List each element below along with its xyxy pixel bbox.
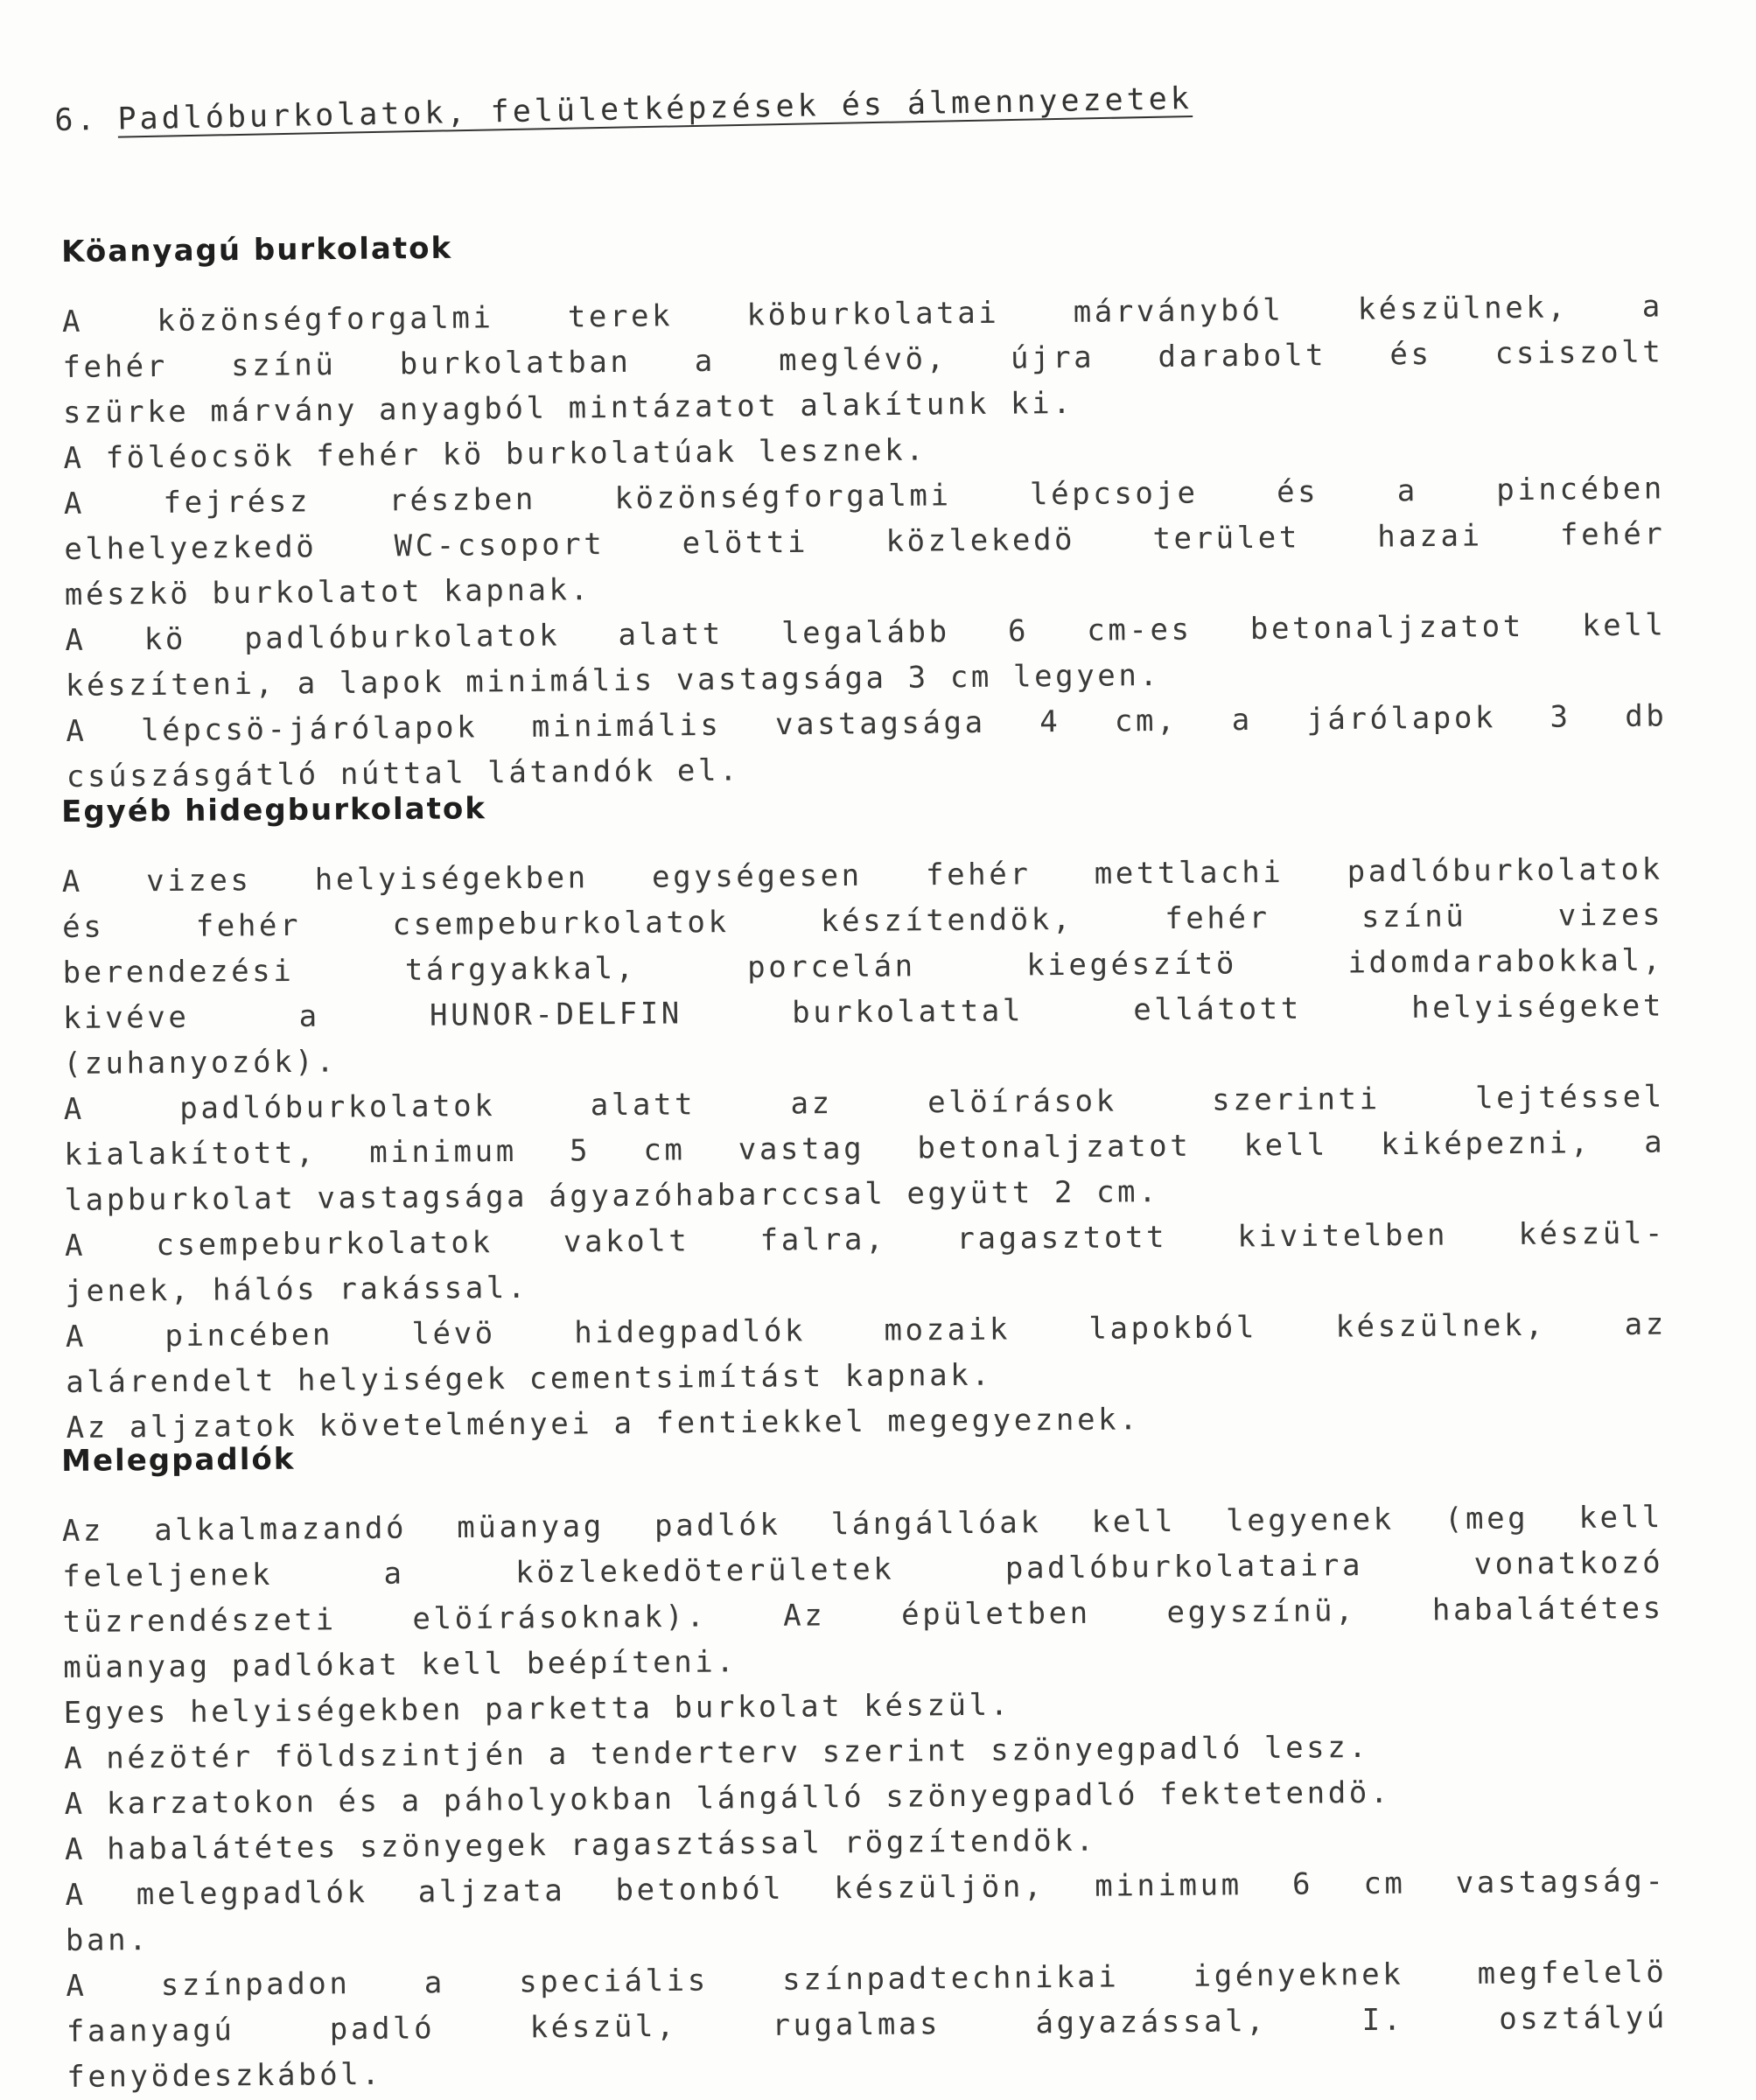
text-line: kivéve a HUNOR-DELFIN burkolattal ellátott helyiségeket: [62, 988, 1665, 1036]
section-title: Melegpadlók: [61, 1441, 296, 1479]
text-line: és fehér csempeburkolatok készítendök, fehér színü vizes: [62, 897, 1664, 945]
text-line: müanyag padlókat kell beépíteni.: [63, 1644, 738, 1685]
text-line: A föléocsök fehér kö burkolatúak lesznek.: [63, 432, 927, 476]
text-line: alárendelt helyiségek cementsimítást kapnak.: [66, 1357, 993, 1400]
text-line: A karzatokon és a páholyokban lángálló szönyegpadló fektetendö.: [64, 1774, 1392, 1822]
text-line: csúszásgátló núttal látandók el.: [66, 752, 741, 794]
text-line: Az aljzatok követelményei a fentiekkel megegyeznek.: [66, 1402, 1141, 1446]
text-line: A fejrész részben közönségforgalmi lépcsoje és a pincében: [63, 471, 1666, 522]
text-line: szürke márvány anyagból mintázatot alakítunk ki.: [62, 385, 1074, 430]
text-line: A nézötér földszintjén a tenderterv szerint szönyegpadló lesz.: [63, 1729, 1370, 1776]
text-line: kialakított, minimum 5 cm vastag betonaljzatot kell kiképezni, a: [64, 1124, 1666, 1172]
text-line: elhelyezkedö WC-csoport elötti közlekedö terület hazai fehér: [64, 516, 1666, 567]
section-body: [62, 284, 1668, 800]
text-line: Az alkalmazandó müanyag padlók lángállóak kell legyenek (meg kell: [61, 1500, 1663, 1549]
text-line: A pincében lévö hidegpadlók mozaik lapokból készülnek, az: [65, 1306, 1667, 1354]
section-body: [62, 847, 1668, 1451]
text-line: A közönségforgalmi terek köburkolatai márványból készülnek, a: [61, 289, 1664, 340]
chapter-title: Padlóburkolatok, felületképzések és álmennyezetek: [117, 81, 1193, 137]
section-title: Egyéb hidegburkolatok: [61, 791, 487, 830]
text-line: ban.: [65, 1922, 150, 1958]
chapter-number: 6.: [54, 102, 99, 138]
text-line: A vizes helyiségekben egységesen fehér mettlachi padlóburkolatok: [61, 851, 1663, 900]
text-line: A kö padlóburkolatok alatt legalább 6 cm-es betonaljzatot kell: [65, 607, 1667, 658]
section-stone-coverings: [61, 219, 1668, 800]
text-line: A habalátétes szönyegek ragasztással rögzítendök.: [64, 1823, 1097, 1867]
text-line: tüzrendészeti elöírásoknak). Az épületben egyszínü, habalátétes: [62, 1591, 1664, 1640]
text-line: (zuhanyozók).: [63, 1044, 338, 1082]
text-line: jenek, hálós rakással.: [65, 1270, 529, 1309]
text-line: Egyes helyiségekben parketta burkolat készül.: [63, 1687, 1011, 1731]
text-line: faanyagú padló készül, rugalmas ágyazással, I. osztályú: [66, 2000, 1668, 2049]
section-warm-floors: [61, 1430, 1668, 2100]
text-line: berendezési tárgyakkal, porcelán kiegészítö idomdarabokkal,: [62, 942, 1664, 990]
section-title: Köanyagú burkolatok: [61, 230, 453, 270]
text-line: A lépcsö-járólapok minimális vastagsága 4 cm, a járólapok 3 db: [66, 698, 1668, 749]
text-line: mészkö burkolatot kapnak.: [64, 572, 591, 612]
text-line: A melegpadlók aljzata betonból készüljön, minimum 6 cm vastagság-: [65, 1864, 1667, 1913]
text-line: A színpadon a speciális színpadtechnikai igényeknek megfelelö: [66, 1955, 1668, 2004]
text-line: készíteni, a lapok minimális vastagsága 3 cm legyen.: [65, 657, 1161, 704]
text-line: fenyödeszkából.: [66, 2056, 383, 2095]
text-line: fehér színü burkolatban a meglévö, újra darabolt és csiszolt: [62, 334, 1664, 385]
chapter-heading: [54, 81, 1193, 138]
text-line: feleljenek a közlekedöterületek padlóburkolataira vonatkozó: [62, 1545, 1664, 1594]
text-line: A csempeburkolatok vakolt falra, ragasztott kivitelben készül-: [64, 1215, 1667, 1264]
section-body: [62, 1494, 1669, 2100]
section-other-cold-coverings: [61, 782, 1668, 1451]
text-line: A padlóburkolatok alatt az elöírások szerinti lejtéssel: [63, 1079, 1665, 1127]
text-line: lapburkolat vastagsága ágyazóhabarccsal együtt 2 cm.: [64, 1174, 1160, 1218]
